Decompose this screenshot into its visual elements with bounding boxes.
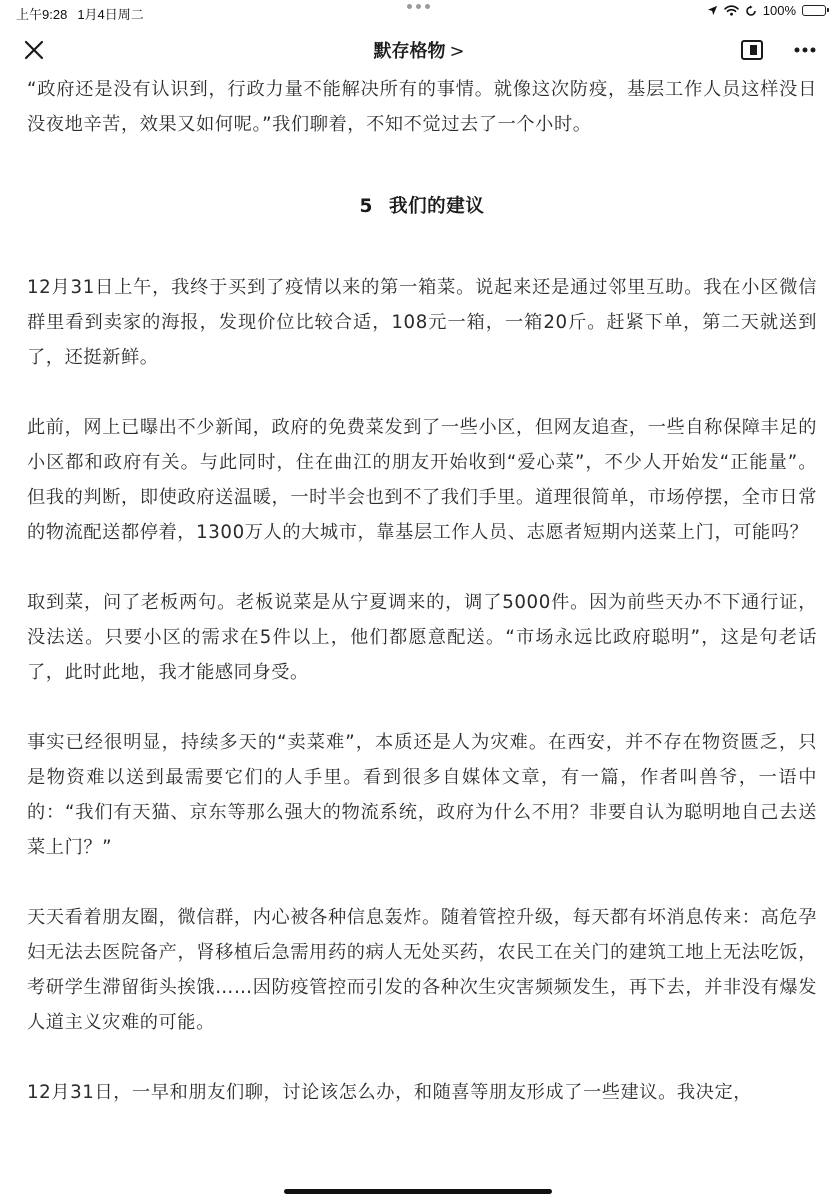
article-paragraph: 天天看着朋友圈，微信群，内心被各种信息轰炸。随着管控升级，每天都有坏消息传来：高危孕妇无法去医院备产，肾移植后急需用药的病人无处买药，农民工在关门的建筑工地上无法吃饭，考研学生滞留街头挨饿……因防疫管控而引发的各种次生灾害频频发生，再下去，并非没有爆发人道主义灾难的可能。 [27, 907, 817, 1033]
nav-bar [0, 24, 838, 76]
article-paragraph: 事实已经很明显，持续多天的“卖菜难”，本质还是人为灾难。在西安，并不存在物资匮乏，只是物资难以送到最需要它们的人手里。看到很多自媒体文章，有一篇，作者叫兽爷，一语中的：“我们有天猫、京东等那么强大的物流系统，政府为什么不用？非要自认为聪明地自己去送菜上门？” [27, 732, 817, 858]
article-paragraph: 取到菜，问了老板两句。老板说菜是从宁夏调来的，调了5000件。因为前些天办不下通行证，没法送。只要小区的需求在5件以上，他们都愿意配送。“市场永远比政府聪明”，这是句老话了，此时此地，我才能感同身受。 [27, 592, 817, 683]
rotation-lock-icon [745, 5, 757, 17]
article-paragraph: 此前，网上已曝出不少新闻，政府的免费菜发到了一些小区，但网友追查，一些自称保障丰足的小区都和政府有关。与此同时，住在曲江的朋友开始收到“爱心菜”，不少人开始发“正能量”。但我的判断，即使政府送温暖，一时半会也到不了我们手里。道理很简单，市场停摆，全市日常的物流配送都停着，1300万人的大城市，靠基层工作人员、志愿者短期内送菜上门，可能吗？ [27, 417, 817, 543]
article-body [27, 72, 817, 1145]
location-arrow-icon [707, 5, 718, 16]
status-date: 1月4日周二 [77, 7, 144, 22]
article-paragraph: “政府还是没有认识到，行政力量不能解决所有的事情。就像这次防疫，基层工作人员这样没日没夜地辛苦，效果又如何呢。”我们聊着，不知不觉过去了一个小时。 [27, 79, 817, 135]
status-time: 上午9:28 [16, 7, 68, 22]
dot-icon [425, 4, 430, 9]
account-name: 默存格物 [373, 41, 446, 62]
status-time-date [16, 4, 144, 23]
more-icon [792, 38, 818, 62]
battery-percent: 100% [762, 3, 796, 18]
status-bar [0, 0, 838, 24]
status-indicators [707, 3, 826, 18]
home-indicator[interactable] [284, 1189, 552, 1194]
multitasking-dots[interactable] [407, 4, 430, 9]
account-name-link[interactable] [0, 37, 838, 63]
reader-mode-icon [738, 37, 766, 63]
article-paragraph: 12月31日，一早和朋友们聊，讨论该怎么办，和随喜等朋友形成了一些建议。我决定， [27, 1082, 753, 1103]
section-number: 5 [359, 196, 373, 217]
section-title: 我们的建议 [388, 196, 485, 217]
battery-icon [802, 5, 826, 16]
more-button[interactable] [792, 38, 818, 62]
chevron-right-icon: > [449, 41, 465, 62]
wifi-icon [724, 5, 739, 16]
article-paragraph: 12月31日上午，我终于买到了疫情以来的第一箱菜。说起来还是通过邻里互助。我在小区微信群里看到卖家的海报，发现价位比较合适，108元一箱，一箱20斤。赶紧下单，第二天就送到了，还挺新鲜。 [27, 277, 817, 368]
dot-icon [416, 4, 421, 9]
section-heading [27, 177, 817, 235]
dot-icon [407, 4, 412, 9]
reader-mode-button[interactable] [738, 37, 766, 63]
